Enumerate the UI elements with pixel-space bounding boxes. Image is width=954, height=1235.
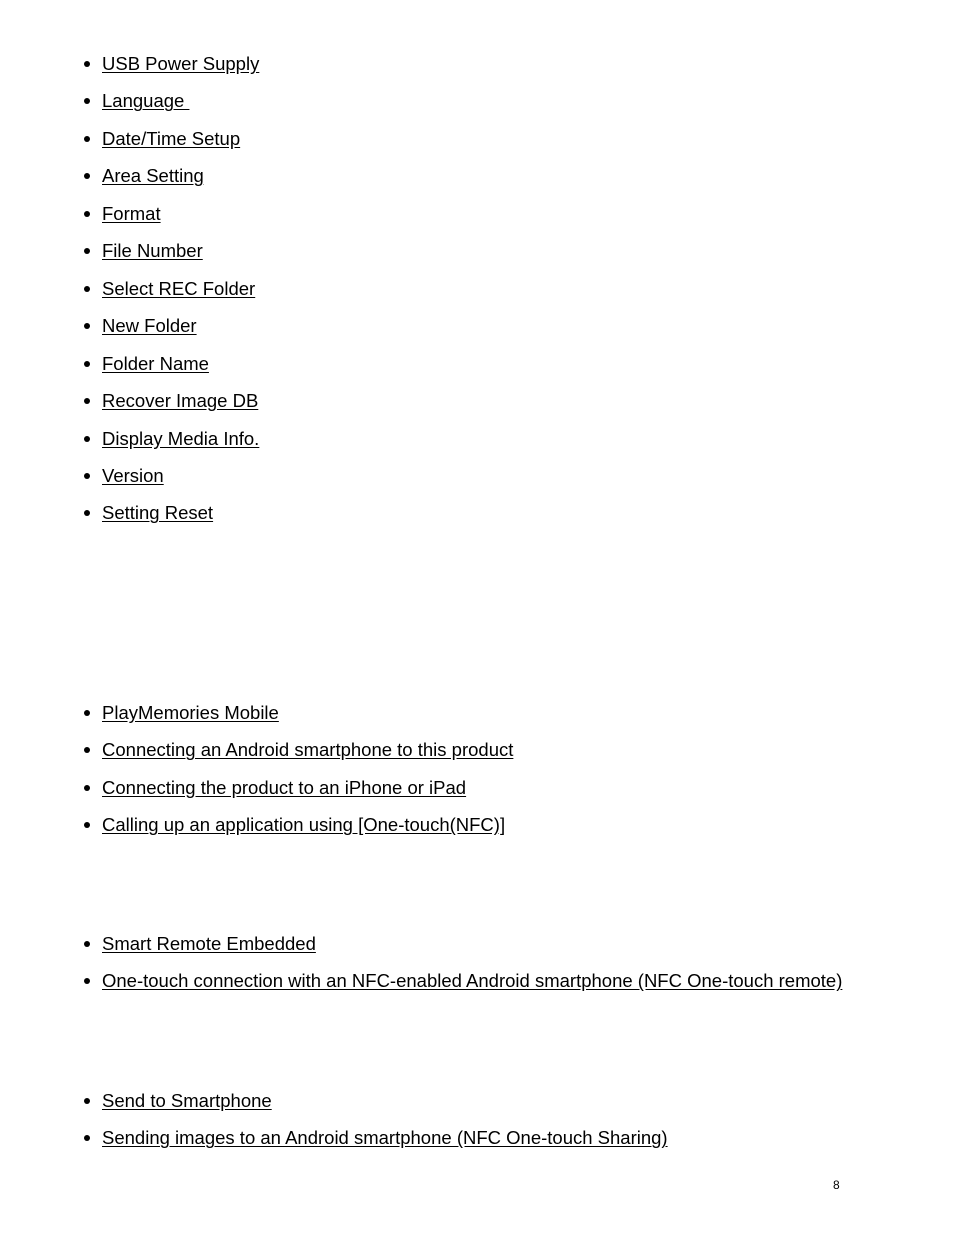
- list-item: [0, 1125, 954, 1151]
- list-link[interactable]: Send to Smartphone: [102, 1090, 272, 1111]
- bullet-icon: [84, 941, 90, 947]
- list-item: [0, 700, 954, 726]
- bullet-icon: [84, 361, 90, 367]
- bullet-icon: [84, 1098, 90, 1104]
- list-link[interactable]: Smart Remote Embedded: [102, 933, 316, 954]
- bullet-icon: [84, 710, 90, 716]
- bullet-icon: [84, 978, 90, 984]
- list-item: [0, 463, 954, 489]
- page-number: 8: [833, 1178, 840, 1192]
- list-item: [0, 1088, 954, 1114]
- bullet-icon: [84, 286, 90, 292]
- list-item: [0, 51, 954, 77]
- bullet-icon: [84, 510, 90, 516]
- list-link[interactable]: Sending images to an Android smartphone (NFC One-touch Sharing): [102, 1127, 668, 1149]
- list-link[interactable]: Connecting the product to an iPhone or iPad: [102, 776, 467, 798]
- list-link[interactable]: Date/Time Setup: [102, 127, 241, 149]
- list-link[interactable]: Display Media Info.: [102, 427, 260, 449]
- list-link[interactable]: Calling up an application using [One-touch(NFC)]: [102, 814, 506, 836]
- list-link[interactable]: Recover Image DB: [102, 390, 259, 412]
- bullet-icon: [84, 822, 90, 828]
- list-item: [0, 931, 954, 957]
- bullet-icon: [84, 1135, 90, 1141]
- list-item: [0, 500, 954, 526]
- list-link[interactable]: Connecting an Android smartphone to this product: [102, 739, 514, 761]
- bullet-icon: [84, 323, 90, 329]
- bullet-icon: [84, 436, 90, 442]
- bullet-icon: [84, 61, 90, 67]
- list-link[interactable]: One-touch connection with an NFC-enabled Android smartphone (NFC One-touch remote): [102, 970, 843, 992]
- bullet-icon: [84, 248, 90, 254]
- list-link[interactable]: Setting Reset: [102, 502, 214, 524]
- list-item: [0, 88, 954, 114]
- list-link[interactable]: Format: [102, 202, 161, 224]
- list-link[interactable]: File Number: [102, 240, 203, 262]
- list-item: [0, 238, 954, 264]
- list-item: [0, 812, 954, 838]
- bullet-icon: [84, 136, 90, 142]
- bullet-icon: [84, 98, 90, 104]
- list-link[interactable]: PlayMemories Mobile: [102, 702, 279, 723]
- list-item: [0, 351, 954, 377]
- list-item: [0, 388, 954, 414]
- bullet-icon: [84, 211, 90, 217]
- bullet-icon: [84, 473, 90, 479]
- list-item: [0, 775, 954, 801]
- bullet-icon: [84, 747, 90, 753]
- list-item: [0, 968, 954, 994]
- bullet-icon: [84, 785, 90, 791]
- bullet-icon: [84, 173, 90, 179]
- list-link[interactable]: Select REC Folder: [102, 277, 256, 299]
- list-link[interactable]: New Folder: [102, 315, 197, 337]
- list-item: [0, 163, 954, 189]
- list-item: [0, 426, 954, 452]
- bullet-icon: [84, 398, 90, 404]
- list-item: [0, 276, 954, 302]
- list-link[interactable]: Area Setting: [102, 165, 204, 187]
- list-item: [0, 201, 954, 227]
- list-link[interactable]: Language: [102, 90, 190, 112]
- list-item: [0, 313, 954, 339]
- list-item: [0, 126, 954, 152]
- list-link[interactable]: Folder Name: [102, 352, 209, 374]
- list-link[interactable]: Version: [102, 464, 164, 486]
- list-item: [0, 737, 954, 763]
- list-link[interactable]: USB Power Supply: [102, 53, 260, 74]
